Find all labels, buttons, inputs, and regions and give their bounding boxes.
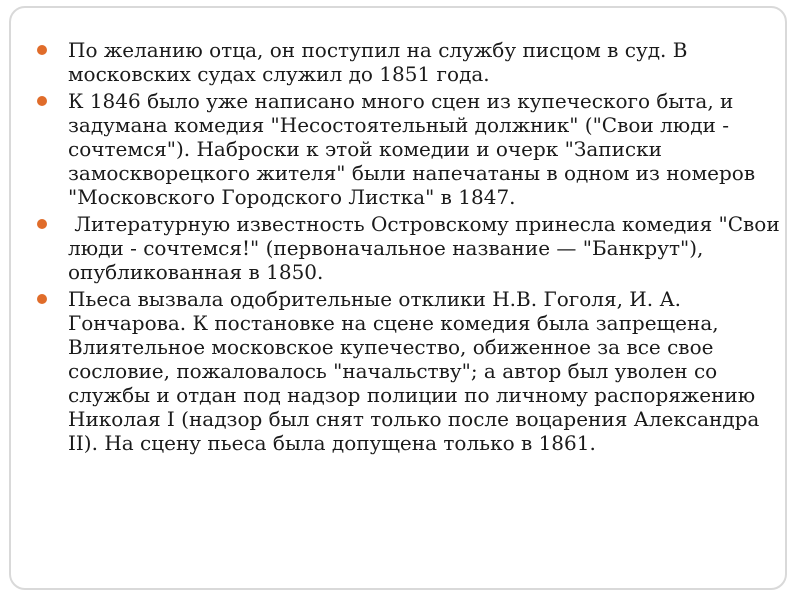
bullet-dot-icon [37,294,47,304]
bullet-dot-icon [37,219,47,229]
slide-frame [9,6,787,590]
bullet-text: К 1846 было уже написано много сцен из купеческого быта, и задумана комедия "Несостоятельный должник" ("Свои люди - сочтемся"). Наброски к этой комедии и очерк "Записки замоскворецкого жителя" были напечатаны в одном из номеров "Московского Городского Листка" в 1847. [68,89,762,209]
bullet-text: По желанию отца, он поступил на службу писцом в суд. В московских судах служил до 1851 года. [68,38,694,86]
bullet-item [46,38,781,86]
bullet-text: Пьеса вызвала одобрительные отклики Н.В. Гоголя, И. А. Гончарова. К постановке на сцене комедия была запрещена, Влиятельное московское купечество, обиженное за все свое сословие, пожаловалось "начальству"; а автор был уволен со службы и отдан под надзор полиции по личному распоряжению Николая I (надзор был снят только после воцарения Александра II). На сцену пьеса была допущена только в 1861. [68,287,766,455]
bullet-list [46,38,787,458]
bullet-text: Литературную известность Островскому принесла комедия "Свои люди - сочтемся!" (первоначальное название — "Банкрут"), опубликованная в 1850. [68,212,787,284]
bullet-dot-icon [37,45,47,55]
bullet-dot-icon [37,96,47,106]
bullet-item [46,89,781,209]
bullet-item [46,212,787,284]
bullet-item [46,287,781,455]
